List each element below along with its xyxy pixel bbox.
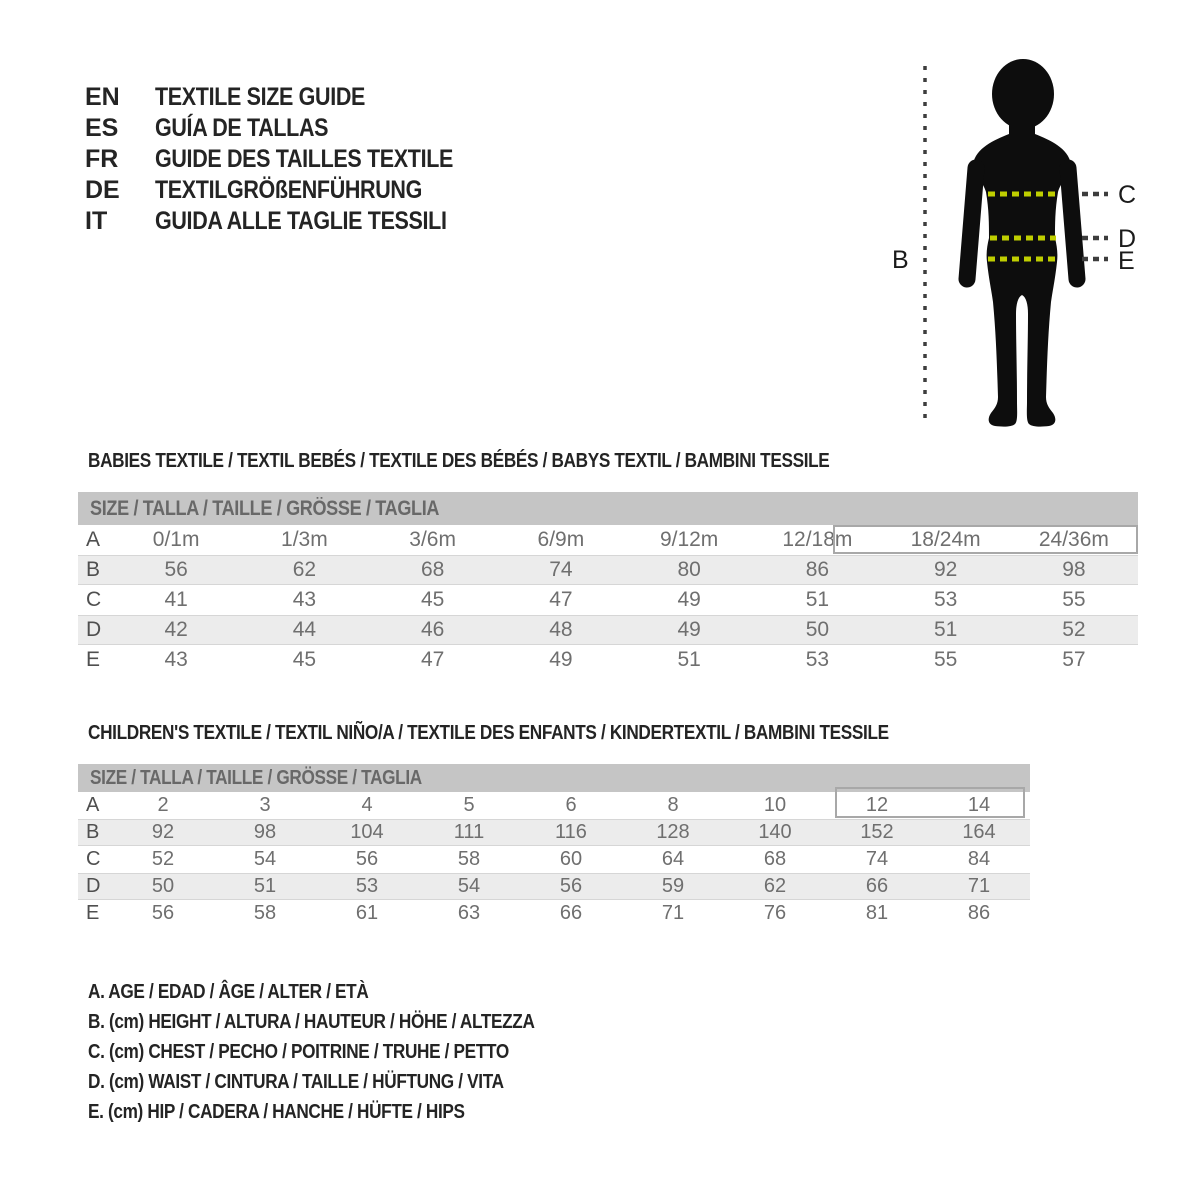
babies-size-table (78, 492, 1138, 675)
size-cell: 98 (1062, 558, 1086, 581)
size-cell: 8 (667, 794, 679, 816)
language-row (85, 144, 502, 175)
size-cell: 116 (555, 821, 587, 843)
size-cell: 76 (763, 902, 787, 924)
babies-table-header-text: SIZE / TALLA / TAILLE / GRÖSSE / TAGLIA (90, 496, 440, 520)
legend-item-text: C. (cm) CHEST / PECHO / POITRINE / TRUHE / PETTO (88, 1040, 509, 1063)
size-cell: 54 (457, 875, 481, 897)
size-cell: 56 (151, 902, 175, 924)
child-silhouette-body (973, 122, 1071, 427)
size-cell: 66 (865, 875, 889, 897)
size-cell: 152 (860, 821, 894, 843)
size-cell: 57 (1062, 648, 1086, 671)
children-highlighted-sizes-box (835, 787, 1025, 818)
size-cell: 71 (661, 902, 685, 924)
legend-item (88, 1037, 607, 1067)
size-cell: 104 (350, 821, 384, 843)
size-cell: 50 (805, 618, 830, 641)
language-title-list (85, 82, 502, 237)
size-cell: 0/1m (152, 528, 200, 551)
language-code: DE (85, 176, 120, 204)
size-cell: 46 (420, 618, 445, 641)
size-cell: 140 (758, 821, 792, 843)
size-cell: 56 (355, 848, 379, 870)
table-row (78, 900, 1030, 927)
language-row (85, 175, 502, 206)
table-row (78, 846, 1030, 873)
size-cell: 64 (661, 848, 685, 870)
size-cell: 12 (865, 794, 889, 816)
legend-item (88, 1067, 607, 1097)
size-cell: 92 (933, 558, 958, 581)
legend-item-text: D. (cm) WAIST / CINTURA / TAILLE / HÜFTUNG / VITA (88, 1070, 504, 1093)
size-cell: 49 (549, 648, 573, 671)
size-cell: 68 (420, 558, 445, 581)
size-cell: 43 (292, 588, 317, 611)
size-cell: 3/6m (409, 528, 456, 551)
language-code: ES (85, 114, 119, 142)
size-cell: 80 (677, 558, 701, 581)
measurement-legend (88, 977, 607, 1127)
row-label: D (86, 618, 102, 641)
legend-item (88, 1097, 607, 1127)
table-row (78, 873, 1030, 900)
table-row (78, 555, 1138, 585)
hip-label: E (1118, 247, 1135, 275)
size-cell: 58 (253, 902, 277, 924)
size-cell: 86 (805, 558, 830, 581)
size-cell: 56 (559, 875, 583, 897)
size-cell: 45 (420, 588, 445, 611)
size-cell: 56 (164, 558, 188, 581)
size-cell: 4 (361, 794, 373, 816)
child-silhouette-left-arm (967, 168, 976, 279)
size-cell: 84 (967, 848, 991, 870)
size-cell: 48 (549, 618, 573, 641)
size-cell: 10 (763, 794, 787, 816)
size-cell: 92 (151, 821, 175, 843)
row-label: A (86, 528, 101, 551)
size-cell: 47 (420, 648, 445, 671)
size-cell: 66 (559, 902, 583, 924)
row-label: C (86, 588, 102, 611)
babies-highlighted-sizes-box (833, 525, 1138, 554)
size-cell: 9/12m (659, 528, 719, 551)
size-cell: 86 (967, 902, 991, 924)
language-row (85, 82, 502, 113)
size-cell: 51 (677, 648, 701, 671)
babies-table-header (78, 492, 1138, 525)
size-cell: 111 (453, 821, 485, 843)
size-cell: 128 (656, 821, 690, 843)
size-cell: 1/3m (281, 528, 328, 551)
table-row (78, 615, 1138, 645)
language-code: EN (85, 83, 120, 111)
row-label: C (86, 848, 101, 870)
size-cell: 98 (253, 821, 277, 843)
children-table-header-text: SIZE / TALLA / TAILLE / GRÖSSE / TAGLIA (90, 766, 422, 789)
row-label: D (86, 875, 101, 897)
table-row (78, 819, 1030, 846)
size-cell: 55 (1062, 588, 1086, 611)
legend-item (88, 1007, 607, 1037)
size-cell: 60 (559, 848, 583, 870)
size-cell: 41 (164, 588, 188, 611)
size-cell: 53 (805, 648, 830, 671)
size-cell: 51 (933, 618, 958, 641)
guide-title: TEXTILE SIZE GUIDE (155, 83, 366, 111)
size-cell: 53 (355, 875, 379, 897)
size-cell: 51 (253, 875, 277, 897)
babies-section-title (88, 450, 950, 473)
size-cell: 6 (565, 794, 577, 816)
height-label: B (892, 246, 909, 274)
size-cell: 81 (865, 902, 889, 924)
babies-section-title-text: BABIES TEXTILE / TEXTIL BEBÉS / TEXTILE DES BÉBÉS / BABYS TEXTIL / BAMBINI TESSILE (88, 450, 830, 472)
size-cell: 63 (457, 902, 481, 924)
size-cell: 61 (355, 902, 379, 924)
waist-label: D (1118, 225, 1137, 253)
size-cell: 45 (292, 648, 317, 671)
guide-title: GUÍA DE TALLAS (155, 114, 329, 142)
child-silhouette-right-arm (1068, 168, 1077, 279)
size-cell: 54 (253, 848, 277, 870)
size-cell: 51 (805, 588, 830, 611)
row-label: B (86, 558, 101, 581)
size-cell: 74 (549, 558, 573, 581)
language-code: FR (85, 145, 119, 173)
size-cell: 53 (933, 588, 958, 611)
size-cell: 43 (164, 648, 188, 671)
size-cell: 164 (962, 821, 996, 843)
size-cell: 44 (292, 618, 317, 641)
size-cell: 49 (677, 618, 701, 641)
size-cell: 42 (164, 618, 188, 641)
child-silhouette-head (992, 59, 1054, 129)
size-cell: 6/9m (537, 528, 585, 551)
legend-item-text: E. (cm) HIP / CADERA / HANCHE / HÜFTE / HIPS (88, 1100, 465, 1123)
size-cell: 50 (151, 875, 175, 897)
size-cell: 55 (933, 648, 958, 671)
size-cell: 74 (865, 848, 889, 870)
size-cell: 62 (763, 875, 787, 897)
guide-title: GUIDA ALLE TAGLIE TESSILI (155, 207, 447, 235)
size-cell: 3 (259, 794, 271, 816)
size-cell: 71 (967, 875, 991, 897)
size-cell: 52 (1062, 618, 1086, 641)
children-section-title-text: CHILDREN'S TEXTILE / TEXTIL NIÑO/A / TEXTILE DES ENFANTS / KINDERTEXTIL / BAMBINI TESSILE (88, 722, 889, 744)
chest-label: C (1118, 181, 1137, 209)
size-cell: 47 (549, 588, 573, 611)
legend-item (88, 977, 607, 1007)
size-cell: 24/36m (1038, 528, 1109, 551)
table-row (78, 645, 1138, 675)
size-cell: 5 (463, 794, 475, 816)
row-label: B (86, 821, 100, 843)
size-cell: 18/24m (910, 528, 981, 551)
size-cell: 58 (457, 848, 481, 870)
table-row (78, 585, 1138, 615)
guide-title: TEXTILGRÖßENFÜHRUNG (155, 176, 422, 204)
size-cell: 12/18m (782, 528, 853, 551)
children-section-title (88, 722, 1019, 745)
size-cell: 14 (967, 794, 991, 816)
child-measurement-figure (870, 52, 1160, 440)
guide-title: GUIDE DES TAILLES TEXTILE (155, 145, 454, 173)
language-code: IT (85, 207, 108, 235)
language-row (85, 113, 502, 144)
size-cell: 59 (661, 875, 685, 897)
size-cell: 62 (292, 558, 317, 581)
size-cell: 2 (157, 794, 169, 816)
row-label: E (86, 648, 101, 671)
legend-item-text: A. AGE / EDAD / ÂGE / ALTER / ETÀ (88, 980, 369, 1003)
legend-item-text: B. (cm) HEIGHT / ALTURA / HAUTEUR / HÖHE / ALTEZZA (88, 1010, 535, 1033)
children-size-table (78, 764, 1030, 927)
row-label: E (86, 902, 100, 924)
row-label: A (86, 794, 100, 816)
language-row (85, 206, 502, 237)
size-cell: 68 (763, 848, 787, 870)
size-cell: 52 (151, 848, 175, 870)
size-cell: 49 (677, 588, 701, 611)
